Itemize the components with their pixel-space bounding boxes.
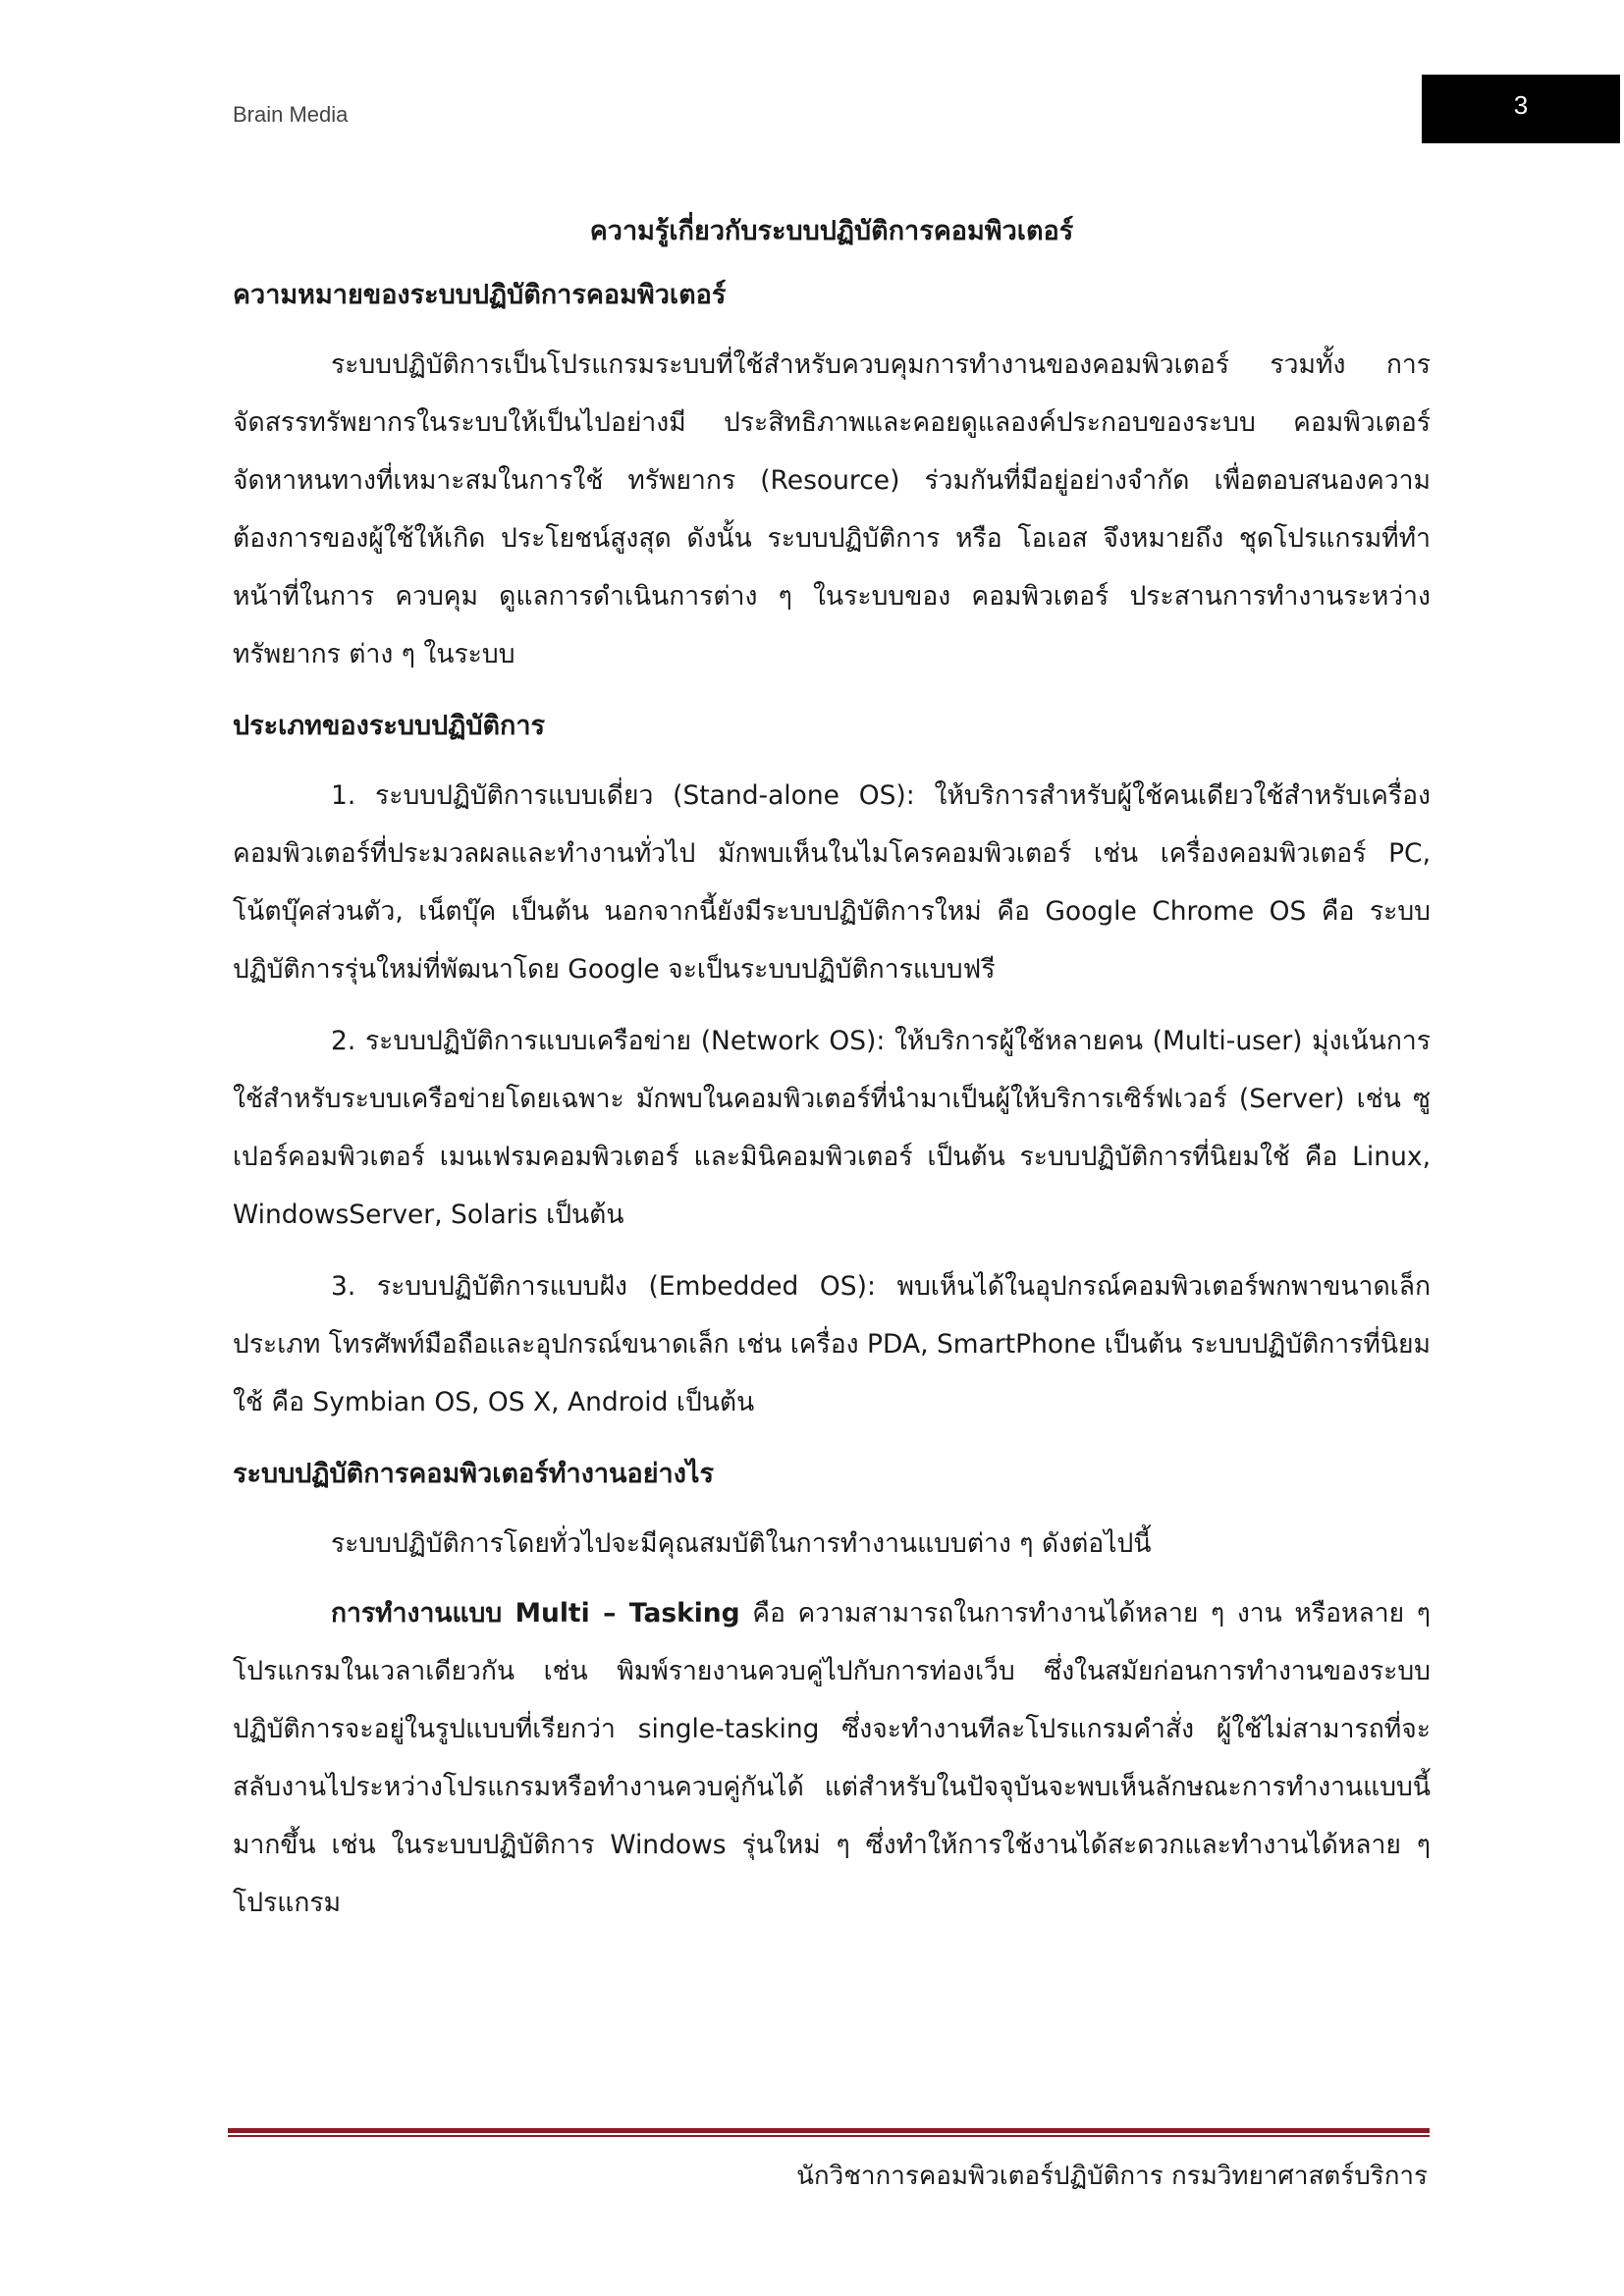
footer-rule-thin: [228, 2135, 1430, 2137]
document-body: [233, 202, 1431, 1946]
paragraph-standalone-os: 1. ระบบปฏิบัติการแบบเดี่ยว (Stand-alone OS): ให้บริการสำหรับผู้ใช้คนเดียวใช้สำหรับเครื่องคอมพิวเตอร์ที่ประมวลผลและทำงานทั่วไป มักพบเห็นในไมโครคอมพิวเตอร์ เช่น เครื่องคอมพิวเตอร์ PC, โน้ตบุ๊คส่วนตัว, เน็ตบุ๊ค เป็นต้น นอกจากนี้ยังมีระบบปฏิบัติการใหม่ คือ Google Chrome OS คือ ระบบปฏิบัติการรุ่นใหม่ที่พัฒนาโดย Google จะเป็นระบบปฏิบัติการแบบฟรี: [233, 780, 1431, 985]
multitasking-term: การทำงานแบบ Multi – Tasking: [331, 1598, 740, 1629]
section-heading-definition: ความหมายของระบบปฏิบัติการคอมพิวเตอร์: [233, 280, 727, 310]
paragraph-network-os: 2. ระบบปฏิบัติการแบบเครือข่าย (Network OS): ให้บริการผู้ใช้หลายคน (Multi-user) มุ่งเน้นการใช้สำหรับระบบเครือข่ายโดยเฉพาะ มักพบในคอมพิวเตอร์ที่นำมาเป็นผู้ให้บริการเซิร์ฟเวอร์ (Server) เช่น ซูเปอร์คอมพิวเตอร์ เมนเฟรมคอมพิวเตอร์ และมินิคอมพิวเตอร์ เป็นต้น ระบบปฏิบัติการที่นิยมใช้ คือ Linux, WindowsServer, Solaris เป็นต้น: [233, 1026, 1431, 1230]
multitasking-description: คือ ความสามารถในการทำงานได้หลาย ๆ งาน หรือหลาย ๆ โปรแกรมในเวลาเดียวกัน เช่น พิมพ์รายงานควบคู่ไปกับการท่องเว็บ ซึ่งในสมัยก่อนการทำงานของระบบปฏิบัติการจะอยู่ในรูปแบบที่เรียกว่า single-tasking ซึ่งจะทำงานทีละโปรแกรมคำสั่ง ผู้ใช้ไม่สามารถที่จะสลับงานไประหว่างโปรแกรมหรือทำงานควบคู่กันได้ แต่สำหรับในปัจจุบันจะพบเห็นลักษณะการทำงานแบบนี้มากขึ้น เช่น ในระบบปฏิบัติการ Windows รุ่นใหม่ ๆ ซึ่งทำให้การใช้งานได้สะดวกและทำงานได้หลาย ๆ โปรแกรม: [233, 1598, 1432, 1918]
page-number: 3: [1513, 90, 1529, 120]
footer-department: นักวิชาการคอมพิวเตอร์ปฏิบัติการ กรมวิทยาศาสตร์บริการ: [796, 2162, 1428, 2191]
section-heading-how-it-works: ระบบปฏิบัติการคอมพิวเตอร์ทำงานอย่างไร: [233, 1459, 714, 1489]
publisher-name: Brain Media: [233, 102, 349, 127]
page-number-box: [1422, 75, 1620, 143]
paragraph-definition: ระบบปฏิบัติการเป็นโปรแกรมระบบที่ใช้สำหรับควบคุมการทำงานของคอมพิวเตอร์ รวมทั้ง การจัดสรรทรัพยากรในระบบให้เป็นไปอย่างมี ประสิทธิภาพและคอยดูแลองค์ประกอบของระบบ คอมพิวเตอร์ จัดหาหนทางที่เหมาะสมในการใช้ ทรัพยากร (Resource) ร่วมกันที่มีอยู่อย่างจำกัด เพื่อตอบสนองความต้องการของผู้ใช้ให้เกิด ประโยชน์สูงสุด ดังนั้น ระบบปฏิบัติการ หรือ โอเอส จึงหมายถึง ชุดโปรแกรมที่ทำหน้าที่ในการ ควบคุม ดูแลการดำเนินการต่าง ๆ ในระบบของ คอมพิวเตอร์ ประสานการทำงานระหว่างทรัพยากร ต่าง ๆ ในระบบ: [233, 349, 1431, 669]
paragraph-multitasking: [233, 1584, 1431, 1932]
footer-rule: [228, 2128, 1430, 2133]
section-heading-types: ประเภทของระบบปฏิบัติการ: [233, 711, 546, 741]
document-title: ความรู้เกี่ยวกับระบบปฏิบัติการคอมพิวเตอร์: [589, 216, 1074, 246]
paragraph-how-intro: ระบบปฏิบัติการโดยทั่วไปจะมีคุณสมบัติในการทำงานแบบต่าง ๆ ดังต่อไปนี้: [331, 1528, 1152, 1559]
paragraph-embedded-os: 3. ระบบปฏิบัติการแบบฝัง (Embedded OS): พบเห็นได้ในอุปกรณ์คอมพิวเตอร์พกพาขนาดเล็ก ประเภท โทรศัพท์มือถือและอุปกรณ์ขนาดเล็ก เช่น เครื่อง PDA, SmartPhone เป็นต้น ระบบปฏิบัติการที่นิยมใช้ คือ Symbian OS, OS X, Android เป็นต้น: [233, 1271, 1431, 1417]
